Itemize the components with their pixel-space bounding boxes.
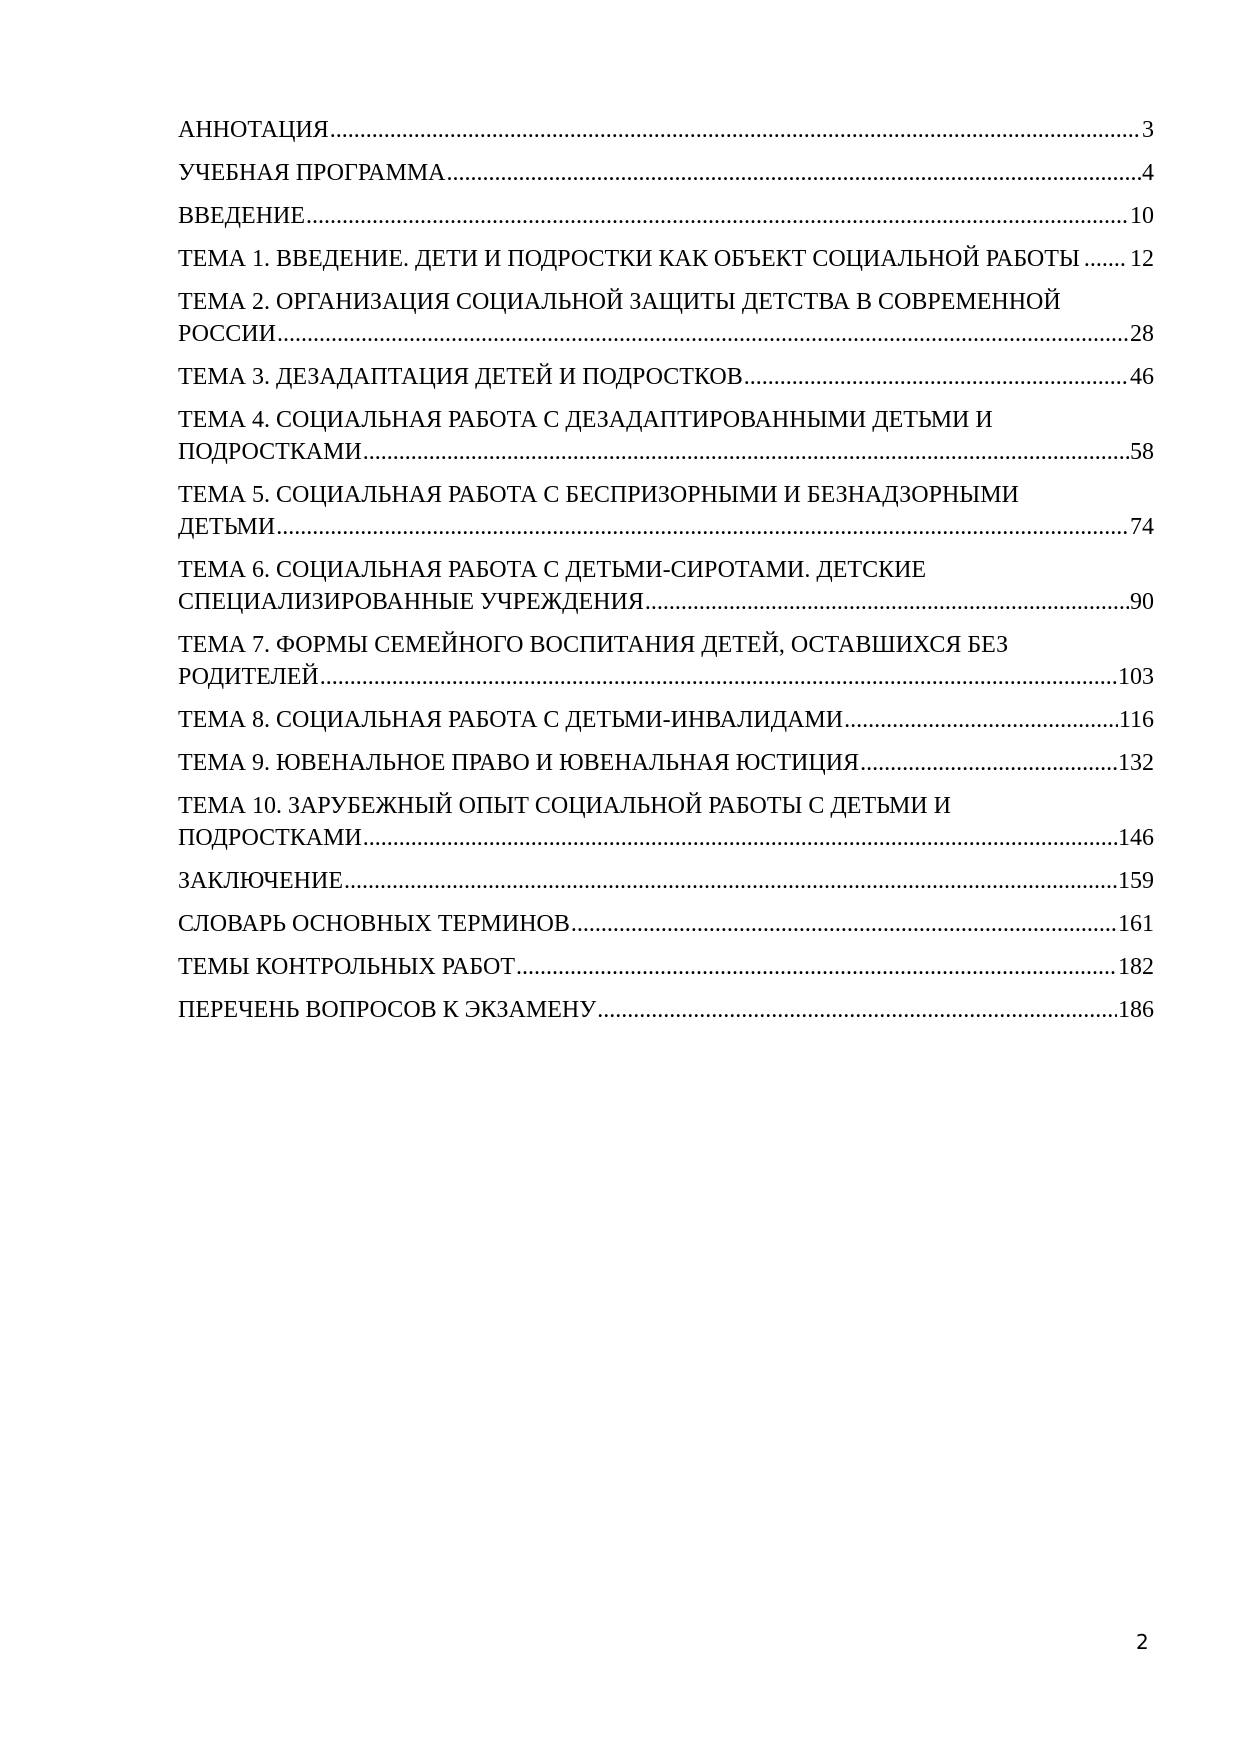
dot-leader — [516, 951, 1117, 983]
toc-entry-topic-1[interactable] — [178, 243, 1154, 275]
toc-entry-title: ТЕМА 1. ВВЕДЕНИЕ. ДЕТИ И ПОДРОСТКИ КАК ОБЪЕКТ СОЦИАЛЬНОЙ РАБОТЫ — [178, 246, 1080, 272]
toc-entry-title: ПОДРОСТКАМИ — [178, 439, 362, 465]
dot-leader — [447, 157, 1141, 189]
toc-entry-title: ДЕТЬМИ — [178, 514, 276, 540]
toc-entry-test-topics[interactable] — [178, 951, 1154, 983]
dot-leader — [306, 200, 1129, 232]
table-of-contents — [178, 114, 1154, 1037]
toc-entry-title: ПЕРЕЧЕНЬ ВОПРОСОВ К ЭКЗАМЕНУ — [178, 997, 597, 1023]
toc-entry-page: 146 — [1118, 825, 1154, 851]
toc-entry-title: ТЕМА 3. ДЕЗАДАПТАЦИЯ ДЕТЕЙ И ПОДРОСТКОВ — [178, 364, 743, 390]
toc-entry-page: 58 — [1130, 439, 1154, 465]
toc-entry-title: ПОДРОСТКАМИ — [178, 825, 362, 851]
dot-leader — [363, 822, 1117, 854]
toc-entry-page: 116 — [1118, 707, 1154, 733]
toc-entry-curriculum[interactable] — [178, 157, 1154, 189]
page-number: 2 — [1136, 1630, 1149, 1654]
dot-leader — [597, 994, 1117, 1026]
toc-entry-title: СЛОВАРЬ ОСНОВНЫХ ТЕРМИНОВ — [178, 911, 570, 937]
toc-entry-page: 186 — [1118, 997, 1154, 1023]
dot-leader — [320, 661, 1117, 693]
dot-leader — [344, 865, 1117, 897]
toc-entry-topic-2[interactable] — [178, 286, 1154, 350]
toc-entry-topic-7[interactable] — [178, 629, 1154, 693]
toc-entry-page: 10 — [1130, 203, 1154, 229]
toc-entry-topic-9[interactable] — [178, 747, 1154, 779]
toc-entry-title: РОССИИ — [178, 321, 276, 347]
toc-entry-topic-3[interactable] — [178, 361, 1154, 393]
dot-leader — [1084, 243, 1126, 275]
toc-entry-topic-6[interactable] — [178, 554, 1154, 618]
toc-entry-conclusion[interactable] — [178, 865, 1154, 897]
toc-entry-title: ЗАКЛЮЧЕНИЕ — [178, 868, 343, 894]
toc-entry-page: 182 — [1118, 954, 1154, 980]
toc-entry-title: РОДИТЕЛЕЙ — [178, 664, 319, 690]
toc-entry-introduction[interactable] — [178, 200, 1154, 232]
toc-entry-title-line-1: ТЕМА 5. СОЦИАЛЬНАЯ РАБОТА С БЕСПРИЗОРНЫМИ И БЕЗНАДЗОРНЫМИ — [178, 482, 1019, 508]
toc-entry-title-line-1: ТЕМА 6. СОЦИАЛЬНАЯ РАБОТА С ДЕТЬМИ-СИРОТАМИ. ДЕТСКИЕ — [178, 557, 927, 583]
toc-entry-exam-questions[interactable] — [178, 994, 1154, 1026]
dot-leader — [277, 318, 1129, 350]
dot-leader — [330, 114, 1141, 146]
toc-entry-page: 90 — [1130, 589, 1154, 615]
toc-entry-title: ТЕМА 9. ЮВЕНАЛЬНОЕ ПРАВО И ЮВЕНАЛЬНАЯ ЮСТИЦИЯ — [178, 750, 860, 776]
toc-entry-page: 159 — [1118, 868, 1154, 894]
toc-entry-title: ВВЕДЕНИЕ — [178, 203, 306, 229]
toc-entry-title: ТЕМЫ КОНТРОЛЬНЫХ РАБОТ — [178, 954, 515, 980]
toc-entry-title-line-1: ТЕМА 2. ОРГАНИЗАЦИЯ СОЦИАЛЬНОЙ ЗАЩИТЫ ДЕТСТВА В СОВРЕМЕННОЙ — [178, 289, 1061, 315]
toc-entry-page: 3 — [1142, 117, 1154, 143]
toc-entry-title: ТЕМА 8. СОЦИАЛЬНАЯ РАБОТА С ДЕТЬМИ-ИНВАЛИДАМИ — [178, 707, 844, 733]
toc-entry-topic-8[interactable] — [178, 704, 1154, 736]
toc-entry-page: 132 — [1118, 750, 1154, 776]
toc-entry-page: 12 — [1130, 246, 1154, 272]
toc-entry-topic-5[interactable] — [178, 479, 1154, 543]
toc-entry-page: 74 — [1130, 514, 1154, 540]
dot-leader — [276, 511, 1129, 543]
toc-entry-page: 4 — [1142, 160, 1154, 186]
dot-leader — [844, 704, 1118, 736]
toc-entry-page: 103 — [1118, 664, 1154, 690]
toc-entry-title-line-1: ТЕМА 10. ЗАРУБЕЖНЫЙ ОПЫТ СОЦИАЛЬНОЙ РАБОТЫ С ДЕТЬМИ И — [178, 793, 951, 819]
toc-entry-title: СПЕЦИАЛИЗИРОВАННЫЕ УЧРЕЖДЕНИЯ — [178, 589, 644, 615]
toc-entry-topic-10[interactable] — [178, 790, 1154, 854]
toc-entry-glossary[interactable] — [178, 908, 1154, 940]
toc-entry-title: УЧЕБНАЯ ПРОГРАММА — [178, 160, 446, 186]
toc-entry-title: АННОТАЦИЯ — [178, 117, 329, 143]
dot-leader — [860, 747, 1117, 779]
toc-entry-topic-4[interactable] — [178, 404, 1154, 468]
dot-leader — [571, 908, 1117, 940]
toc-entry-page: 161 — [1118, 911, 1154, 937]
dot-leader — [744, 361, 1129, 393]
dot-leader — [363, 436, 1129, 468]
toc-entry-page: 28 — [1130, 321, 1154, 347]
toc-entry-title-line-1: ТЕМА 7. ФОРМЫ СЕМЕЙНОГО ВОСПИТАНИЯ ДЕТЕЙ, ОСТАВШИХСЯ БЕЗ — [178, 632, 1009, 658]
toc-entry-page: 46 — [1130, 364, 1154, 390]
dot-leader — [645, 586, 1129, 618]
toc-entry-annotation[interactable] — [178, 114, 1154, 146]
toc-entry-title-line-1: ТЕМА 4. СОЦИАЛЬНАЯ РАБОТА С ДЕЗАДАПТИРОВАННЫМИ ДЕТЬМИ И — [178, 407, 993, 433]
